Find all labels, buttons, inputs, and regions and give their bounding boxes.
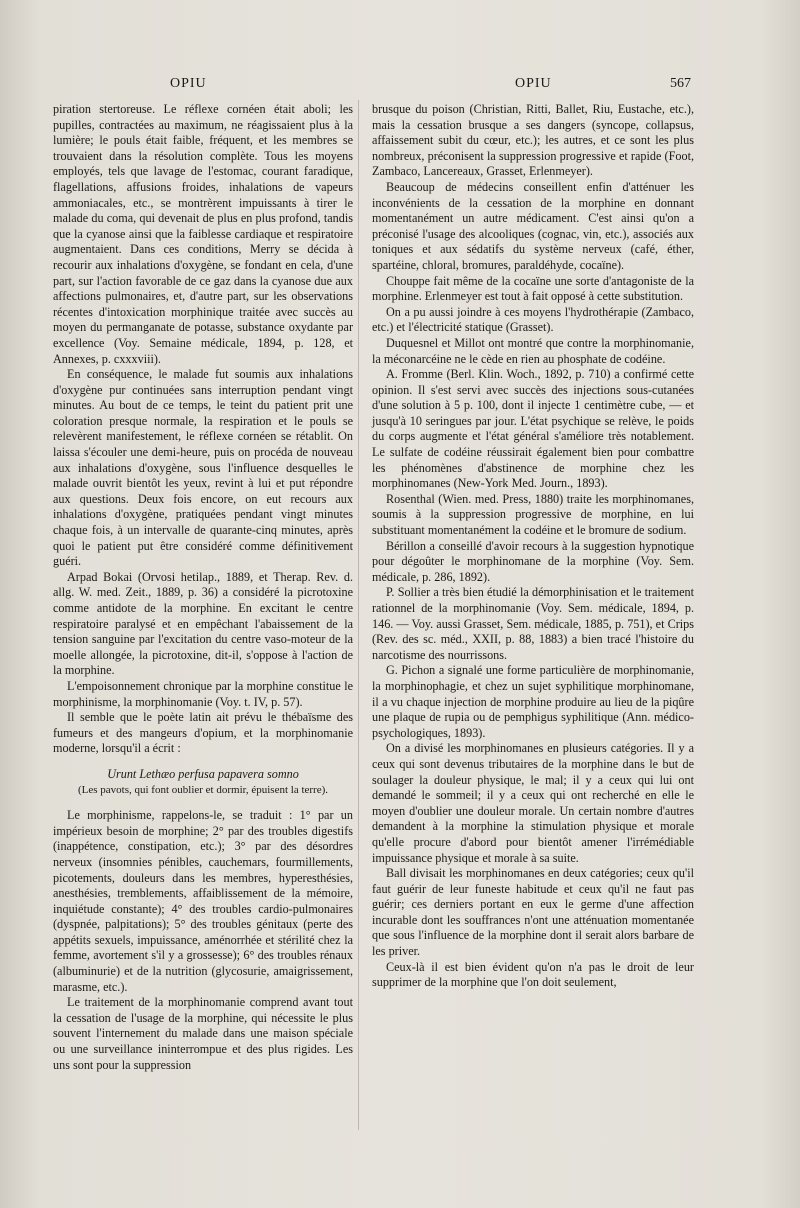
paragraph: Chouppe fait même de la cocaïne une sorte d'antagoniste de la morphine. Erlenmeyer est tout à fait opposé à cette substitution. <box>372 273 694 304</box>
page-number: 567 <box>670 76 691 91</box>
paragraph: Ball divisait les morphinomanes en deux catégories; ceux qu'il faut guérir de leur funeste habitude et ceux qu'il ne faut pas guérir; ces derniers portant en eux le germe d'une affection incurable dont les souffrances n'ont une atténuation momentanée que sous l'influence de la morphine dont il serait alors barbare de les priver. <box>372 866 694 959</box>
paragraph: A. Fromme (Berl. Klin. Woch., 1892, p. 710) a confirmé cette opinion. Il s'est servi avec succès des injections sous-cutanées d'une solution à 5 p. 100, dont il injecte 1 centimètre cube, — et jusqu'à 10 seringues par jour. L'état psychique se relève, le poids du corps augmente et l'état général s'améliore très notablement. Le sulfate de codéine réussirait également bien pour combattre les phénomènes d'abstinence de morphine chez les morphinomanes (New-York Med. Journ., 1893). <box>372 367 694 491</box>
paragraph: En conséquence, le malade fut soumis aux inhalations d'oxygène pur continuées sans interruption pendant vingt minutes. Au bout de ce temps, le teint du patient prit une coloration presque normale, la respiration et le pouls se relevèrent manifestement, le réflexe cornéen se rétablit. On laissa s'écouler une demi-heure, puis on procéda de nouveau aux inhalations d'oxygène, sous l'influence desquelles le malade ouvrit bientôt les yeux, revint à lui et put répondre aux questions. Deux fois encore, on eut recours aux inhalations d'oxygène, pratiquées pendant vingt minutes chaque fois, à un intervalle de quarante-cinq minutes, après quoi le patient put être considéré comme définitivement guéri. <box>53 367 353 569</box>
paragraph: Rosenthal (Wien. med. Press, 1880) traite les morphinomanes, soumis à la suppression progressive de morphine, en lui substituant momentanément la codéine et le bromure de sodium. <box>372 491 694 538</box>
paragraph: Duquesnel et Millot ont montré que contre la morphinomanie, la méconarcéine ne le cède en rien au phosphate de codéine. <box>372 335 694 366</box>
paragraph: Ceux-là il est bien évident qu'on n'a pas le droit de leur supprimer de la morphine que l'on doit seulement, <box>372 959 694 990</box>
left-column <box>53 102 353 1073</box>
paragraph: On a divisé les morphinomanes en plusieurs catégories. Il y a ceux qui sont devenus tributaires de la morphine dans le but de soulager la douleur physique, le mal; il y a ceux qui lui ont demandé le sommeil; il y a ceux qui ont recherché en elle le moyen d'oublier une douleur morale. Un certain nombre d'autres demandent à la morphine la stimulation physique et morale qu'elle procure d'abord pour bientôt amener l'irrémédiable impuissance physique et morale à sa suite. <box>372 741 694 865</box>
paragraph: Le morphinisme, rappelons-le, se traduit : 1° par un impérieux besoin de morphine; 2° par des troubles digestifs (inappétence, constipation, etc.); 3° par des désordres nerveux (insomnies pénibles, cauchemars, fourmillements, picotements, douleurs dans les membres, hyperesthésies, anesthésies, tremblements, affaiblissement de la mémoire, inquiétude constante); 4° des troubles cardio-pulmonaires (dyspnée, palpitations); 5° des troubles génitaux (perte des appétits sexuels, impuissance, aménorrhée et stérilité chez la femme, avortement s'il y a grossesse); 6° des troubles rénaux (albuminurie) et de la nutrition (glycosurie, amaigrissement, marasme, etc.). <box>53 808 353 994</box>
paragraph: G. Pichon a signalé une forme particulière de morphinomanie, la morphinophagie, et chez un sujet syphilitique morphinomane, il a vu chaque injection de morphine produire au lieu de la piqûre une plaque de rupia ou de pemphigus syphilitique (Ann. médico-psychologiques, 1893). <box>372 663 694 740</box>
right-column <box>372 102 694 991</box>
paragraph: On a pu aussi joindre à ces moyens l'hydrothérapie (Zambaco, etc.) et l'électricité statique (Grasset). <box>372 304 694 335</box>
paragraph: Le traitement de la morphinomanie comprend avant tout la cessation de l'usage de la morphine, qui nécessite le plus souvent l'internement du malade dans une maison spéciale ou une surveillance ininterrompue et des plus rigides. Les uns sont pour la suppression <box>53 995 353 1072</box>
paragraph: Il semble que le poète latin ait prévu le thébaïsme des fumeurs et des mangeurs d'opium, et la morphinomanie moderne, lorsqu'il a écrit : <box>53 710 353 756</box>
paragraph: Bérillon a conseillé d'avoir recours à la suggestion hypnotique pour dégoûter le morphinomane de la morphine (Voy. Sem. médicale, p. 286, 1892). <box>372 538 694 584</box>
running-head-right: OPIU <box>515 76 552 91</box>
paragraph: piration stertoreuse. Le réflexe cornéen était aboli; les pupilles, contractées au maximum, ne réagissaient plus à la lumière; le pouls était faible, fréquent, et les membres se trouvaient dans la résolution complète. Tous les moyens employés, tels que lavage de l'estomac, courant faradique, flagellations, affusions froides, inhalations de vapeurs ammoniacales, etc., se montrèrent impuissants à tirer le malade du coma, qui devenait de plus en plus profond, tandis que la cyanose ainsi que la faiblesse cardiaque et respiratoire augmentaient. Dans ces conditions, Merry se décida à recourir aux inhalations d'oxygène, se fondant en cela, d'une part, sur l'action favorable de ce gaz dans la cyanose due aux affections pulmonaires, et, d'autre part, sur les observations récentes d'intoxication morphinique traitée avec succès au moyen du permanganate de potasse, substance oxydante par excellence (Voy. Semaine médicale, 1894, p. 128, et Annexes, p. cxxxviii). <box>53 102 353 366</box>
paragraph: brusque du poison (Christian, Ritti, Ballet, Riu, Eustache, etc.), mais la cessation brusque a ses dangers (syncope, collapsus, affaissement subit du cœur, etc.); les autres, et ce sont les plus nombreux, préconisent la suppression progressive et rapide (Foot, Zambaco, Lancereaux, Grasset, Erlenmeyer). <box>372 102 694 179</box>
paragraph: L'empoisonnement chronique par la morphine constitue le morphinisme, la morphinomanie (Voy. t. IV, p. 57). <box>53 678 353 709</box>
paragraph: P. Sollier a très bien étudié la démorphinisation et le traitement rationnel de la morphinomanie (Voy. Sem. médicale, 1894, p. 146. — Voy. aussi Grasset, Sem. médicale, 1885, p. 751), et Crips (Rev. des sc. méd., XXII, p. 88, 1883) a bien tracé l'histoire du narcotisme des nourrissons. <box>372 585 694 662</box>
paragraph: Arpad Bokai (Orvosi hetilap., 1889, et Therap. Rev. d. allg. W. med. Zeit., 1889, p. 36) a considéré la picrotoxine comme antidote de la morphine. En excitant le centre respiratoire paralysé et en empêchant l'abaissement de la tension sanguine par l'excitation du centre vaso-moteur de la moelle allongée, la picrotoxine, dit-il, s'oppose à l'action de la morphine. <box>53 569 353 678</box>
column-divider <box>358 100 359 1130</box>
paragraph: Beaucoup de médecins conseillent enfin d'atténuer les inconvénients de la cessation de la morphine en donnant momentanément un autre médicament. C'est ainsi qu'on a préconisé l'usage des alcooliques (cognac, vin, etc.), associés aux toniques et aux sédatifs du système nerveux (café, éther, spartéine, chloral, bromures, paraldéhyde, cocaïne). <box>372 179 694 272</box>
latin-verse: Urunt Lethæo perfusa papavera somno <box>107 766 299 781</box>
verse-translation: (Les pavots, qui font oublier et dormir, épuisent la terre). <box>77 783 329 796</box>
running-head-left: OPIU <box>170 76 207 91</box>
